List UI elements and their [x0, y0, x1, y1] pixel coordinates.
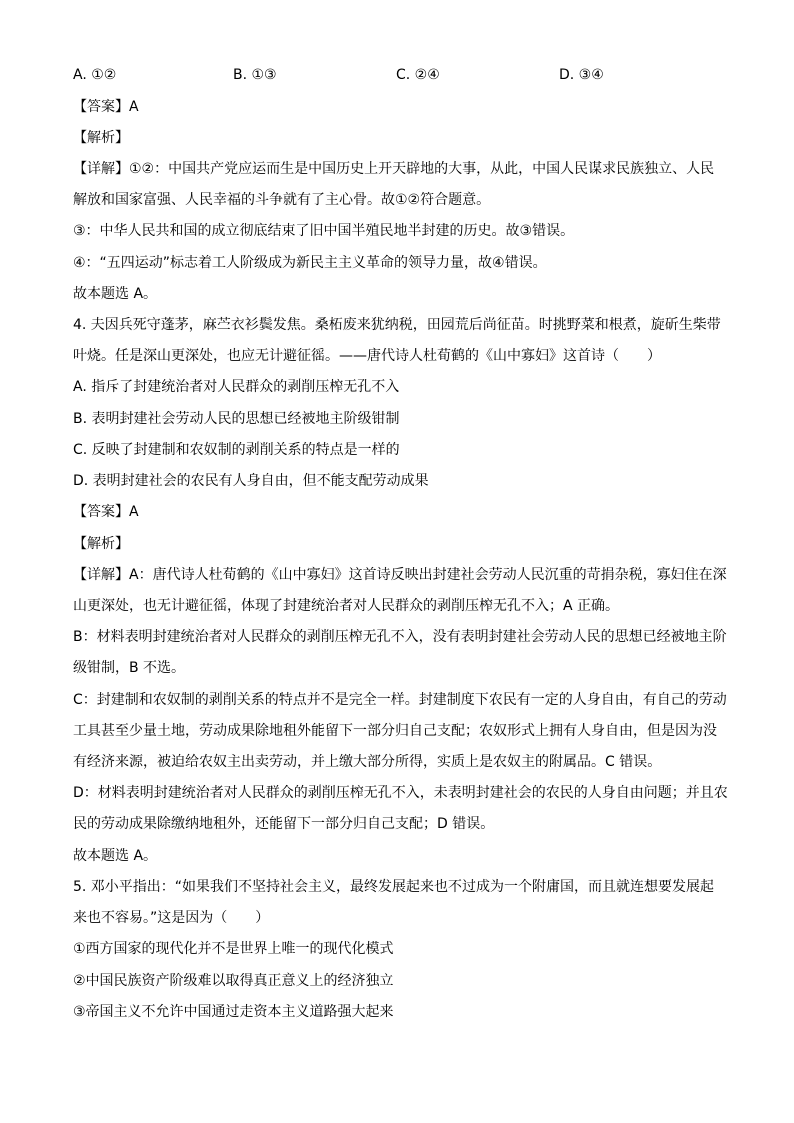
q3-option-d: D. ③④	[559, 67, 604, 83]
q3-detail-line: 解放和国家富强、人民幸福的斗争就有了主心骨。故①②符合题意。	[73, 192, 491, 208]
q5-item-2: ②中国民族资产阶级难以取得真正意义上的经济独立	[73, 973, 394, 989]
q4-option-a: A. 指斥了封建统治者对人民群众的剥削压榨无孔不入	[73, 379, 400, 395]
q4-detail-line: C：封建制和农奴制的剥削关系的特点并不是完全一样。封建制度下农民有一定的人身自由，有自己的劳动	[73, 692, 727, 708]
q5-stem-line: 来也不容易。”这是因为（ ）	[73, 910, 270, 926]
q3-option-a: A. ①②	[73, 67, 117, 83]
q5-stem-line: 5. 邓小平指出：“如果我们不坚持社会主义，最终发展起来也不过成为一个附庸国，而且就连想要发展起	[73, 879, 715, 895]
q4-analysis-heading: 【解析】	[73, 536, 129, 552]
q3-analysis-heading: 【解析】	[73, 130, 129, 146]
q4-stem-line: 叶烧。任是深山更深处，也应无计避征徭。——唐代诗人杜荀鹤的《山中寡妇》这首诗（ ）	[73, 348, 661, 364]
q4-detail-line: 民的劳动成果除缴纳地租外，还能留下一部分归自己支配；D 错误。	[73, 816, 495, 832]
q5-item-1: ①西方国家的现代化并不是世界上唯一的现代化模式	[73, 941, 394, 957]
q4-detail-line: 级钳制，B 不选。	[73, 660, 186, 676]
q3-option-b: B. ①③	[233, 67, 277, 83]
q4-conclusion: 故本题选 A。	[73, 848, 158, 864]
q3-option-c: C. ②④	[396, 67, 440, 83]
q3-detail-line: 【详解】①②：中国共产党应运而生是中国历史上开天辟地的大事，从此，中国人民谋求民族独立、人民	[73, 161, 715, 177]
q4-detail-line: B：材料表明封建统治者对人民群众的剥削压榨无孔不入，没有表明封建社会劳动人民的思想已经被地主阶	[73, 629, 727, 645]
q4-option-c: C. 反映了封建制和农奴制的剥削关系的特点是一样的	[73, 442, 400, 458]
q4-detail-line: 山更深处，也无计避征徭，体现了封建统治者对人民群众的剥削压榨无孔不入；A 正确。	[73, 598, 620, 614]
q3-detail-line: ④：“五四运动”标志着工人阶级成为新民主主义革命的领导力量，故④错误。	[73, 255, 547, 271]
q4-detail-line: 工具甚至少量土地，劳动成果除地租外能留下一部分归自己支配；农奴形式上拥有人身自由，但是因为没	[73, 723, 717, 739]
q4-detail-line: D：材料表明封建统治者对人民群众的剥削压榨无孔不入，未表明封建社会的农民的人身自由问题；并且农	[73, 785, 728, 801]
q4-stem-line: 4. 夫因兵死守蓬茅，麻苎衣衫鬓发焦。桑柘废来犹纳税，田园荒后尚征苗。时挑野菜和根煮，旋斫生柴带	[73, 317, 721, 333]
q5-item-3: ③帝国主义不允许中国通过走资本主义道路强大起来	[73, 1004, 394, 1020]
q4-detail-line: 【详解】A：唐代诗人杜荀鹤的《山中寡妇》这首诗反映出封建社会劳动人民沉重的苛捐杂税，寡妇住在深	[73, 567, 727, 583]
q4-detail-line: 有经济来源，被迫给农奴主出卖劳动，并上缴大部分所得，实质上是农奴主的附属品。C 错误。	[73, 754, 662, 770]
q4-option-d: D. 表明封建社会的农民有人身自由，但不能支配劳动成果	[73, 473, 429, 489]
q3-answer: 【答案】A	[73, 99, 139, 115]
q3-conclusion: 故本题选 A。	[73, 286, 158, 302]
q3-detail-line: ③：中华人民共和国的成立彻底结束了旧中国半殖民地半封建的历史。故③错误。	[73, 223, 575, 239]
q4-answer: 【答案】A	[73, 504, 139, 520]
q4-option-b: B. 表明封建社会劳动人民的思想已经被地主阶级钳制	[73, 411, 400, 427]
